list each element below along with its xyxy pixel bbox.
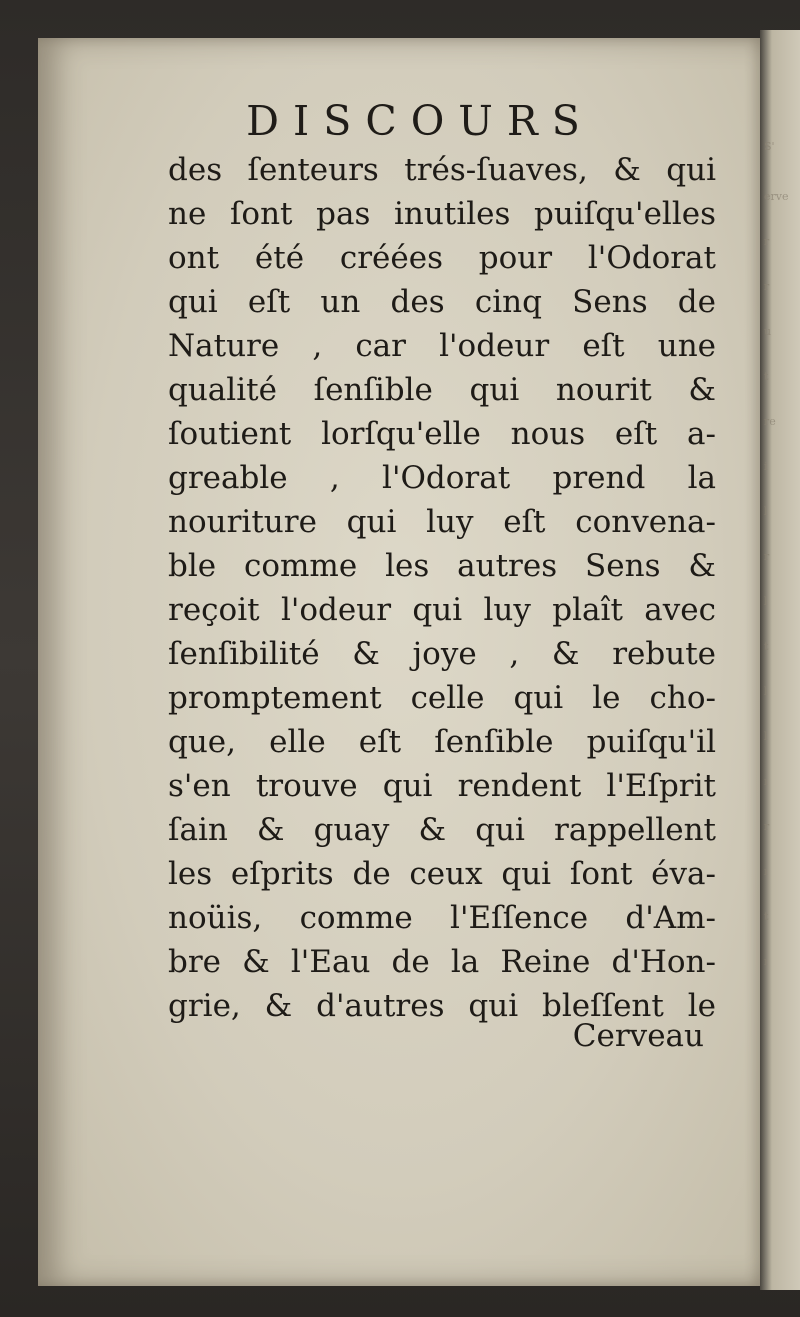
catchword: Cerveau xyxy=(572,1018,704,1054)
next-page-fragment: ı xyxy=(764,955,768,968)
next-page-fragment: i xyxy=(764,460,768,473)
body-text xyxy=(168,148,716,1028)
text-line: des ſenteurs trés-ſuaves, & qui xyxy=(168,152,716,188)
next-page-fragment: r xyxy=(764,820,770,833)
next-page-fragment: r xyxy=(764,550,770,563)
next-page-fragment: t xyxy=(764,910,769,923)
text-line: noüis, comme l'Eſſence d'Am- xyxy=(168,900,716,936)
text-line: que, elle eſt ſenſible puiſqu'il xyxy=(168,724,716,760)
text-line: nouriture qui luy eſt convena- xyxy=(168,504,716,540)
text-line: ſoutient lorſqu'elle nous eſt a- xyxy=(168,416,716,452)
text-line: grie, & d'autres qui bleſſent le xyxy=(168,988,716,1024)
next-page-edge xyxy=(760,30,800,1290)
text-line: qualité ſenſible qui nourit & xyxy=(168,372,716,408)
next-page-fragment: S' xyxy=(764,140,775,153)
text-line: s'en trouve qui rendent l'Eſprit xyxy=(168,768,716,804)
text-line: ont été créées pour l'Odorat xyxy=(168,240,716,276)
next-page-fragment: u xyxy=(764,325,772,338)
text-line: les eſprits de ceux qui ſont éva- xyxy=(168,856,716,892)
text-line: promptement celle qui le cho- xyxy=(168,680,716,716)
next-page-fragment: l xyxy=(764,505,768,518)
text-line: ſain & guay & qui rappellent xyxy=(168,812,716,848)
text-line: reçoit l'odeur qui luy plaît avec xyxy=(168,592,716,628)
text-line: qui eſt un des cinq Sens de xyxy=(168,284,716,320)
next-page-fragment: t xyxy=(764,640,769,653)
text-line: ble comme les autres Sens & xyxy=(168,548,716,584)
running-title: DISCOURS xyxy=(246,97,594,145)
next-page-fragment: erve xyxy=(764,190,789,203)
text-line: bre & l'Eau de la Reine d'Hon- xyxy=(168,944,716,980)
next-page-fragment: l xyxy=(764,685,768,698)
next-page-fragment: re xyxy=(764,415,776,428)
text-line: greable , l'Odorat prend la xyxy=(168,460,716,496)
next-page-fragment: ı xyxy=(764,865,768,878)
text-line: ſenſibilité & joye , & rebute xyxy=(168,636,716,672)
next-page-fragment: r xyxy=(764,280,770,293)
next-page-fragment: r xyxy=(764,235,770,248)
text-line: ne ſont pas inutiles puiſqu'elles xyxy=(168,196,716,232)
next-page-fragment: l xyxy=(764,595,768,608)
next-page-fragment: ı xyxy=(764,775,768,788)
next-page-fragment: l xyxy=(764,730,768,743)
next-page-fragment: t xyxy=(764,370,769,383)
text-line: Nature , car l'odeur eſt une xyxy=(168,328,716,364)
